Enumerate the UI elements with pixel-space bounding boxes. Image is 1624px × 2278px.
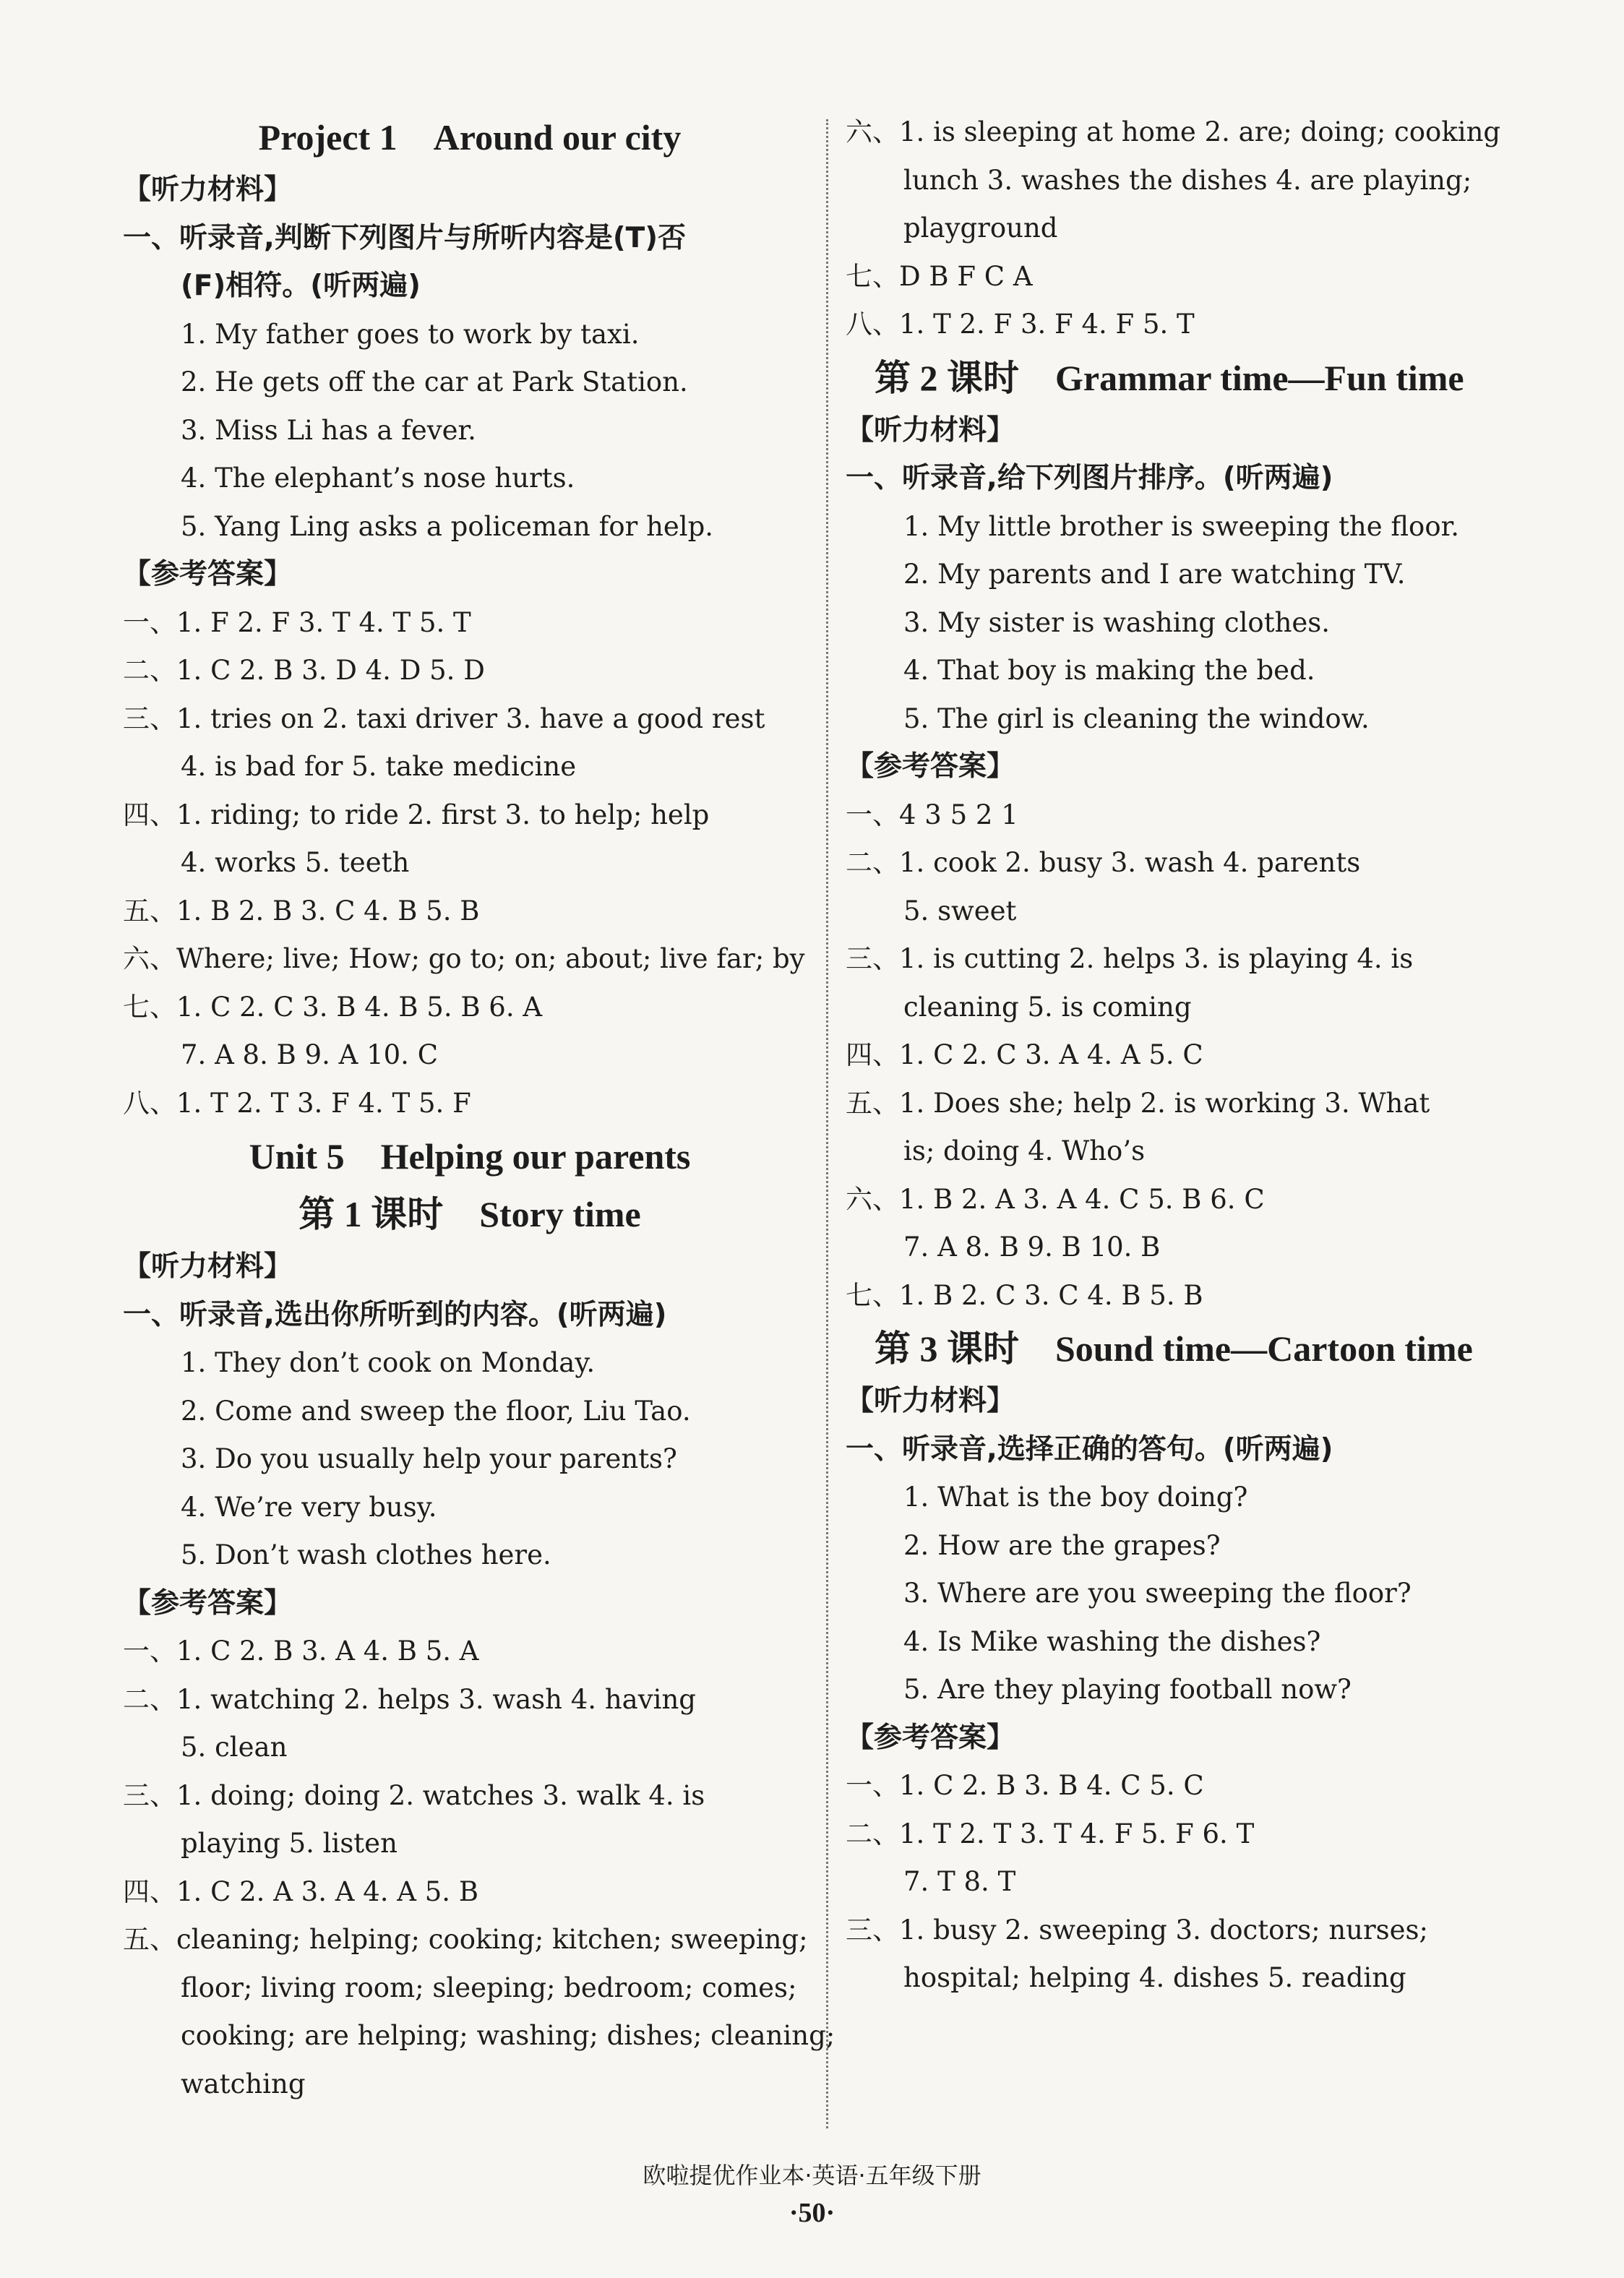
question-instruction: 一、听录音,判断下列图片与所听内容是(T)否	[123, 221, 687, 254]
left-column	[123, 108, 835, 2108]
heading-answers: 【参考答案】	[123, 1586, 293, 1620]
answer-line: 一、1. C 2. B 3. A 4. B 5. A	[123, 1636, 479, 1667]
answer-line: 六、1. B 2. A 3. A 4. C 5. B 6. C	[846, 1183, 1265, 1215]
answer-line: 三、1. is cutting 2. helps 3. is playing 4. is	[846, 943, 1414, 974]
answer-line: 八、1. T 2. F 3. F 4. F 5. T	[846, 309, 1195, 340]
section-title: Project 1 Around our city	[258, 117, 682, 158]
answer-line: is; doing 4. Who’s	[903, 1135, 1146, 1166]
script-line: 4. Is Mike washing the dishes?	[903, 1625, 1321, 1657]
answer-line: 一、4 3 5 2 1	[846, 799, 1018, 830]
answer-line: 四、1. C 2. A 3. A 4. A 5. B	[123, 1875, 479, 1907]
answer-line: 七、1. B 2. C 3. C 4. B 5. B	[846, 1279, 1203, 1311]
answer-line: 二、1. watching 2. helps 3. wash 4. having	[123, 1683, 696, 1715]
heading-listening-material: 【听力材料】	[846, 413, 1015, 447]
answer-line: 7. T 8. T	[903, 1866, 1016, 1897]
answer-line: 5. clean	[181, 1732, 288, 1763]
script-line: 1. My father goes to work by taxi.	[181, 318, 640, 350]
answer-line: 七、D B F C A	[846, 260, 1033, 292]
answer-line: 一、1. C 2. B 3. B 4. C 5. C	[846, 1770, 1204, 1801]
script-line: 1. They don’t cook on Monday.	[181, 1347, 596, 1378]
heading-answers: 【参考答案】	[123, 558, 293, 590]
answer-line: playing 5. listen	[181, 1828, 398, 1859]
answer-line: 二、1. C 2. B 3. D 4. D 5. D	[123, 655, 485, 686]
answer-line: 七、1. C 2. C 3. B 4. B 5. B 6. A	[123, 991, 543, 1023]
answer-line: 三、1. busy 2. sweeping 3. doctors; nurses;	[846, 1914, 1429, 1946]
script-line: 4. The elephant’s nose hurts.	[181, 463, 575, 494]
heading-listening-material: 【听力材料】	[123, 1250, 293, 1283]
answer-line: 二、1. cook 2. busy 3. wash 4. parents	[846, 847, 1361, 878]
script-line: 5. Are they playing football now?	[903, 1674, 1352, 1705]
script-line: 5. Don’t wash clothes here.	[181, 1539, 551, 1570]
script-line: 2. My parents and I are watching TV.	[903, 559, 1406, 590]
answer-line: hospital; helping 4. dishes 5. reading	[903, 1962, 1406, 1993]
column-divider	[826, 119, 828, 2128]
script-line: 1. My little brother is sweeping the floor.	[903, 510, 1459, 542]
page-number: ·50·	[789, 2198, 835, 2228]
question-instruction: 一、听录音,选择正确的答句。(听两遍)	[846, 1432, 1333, 1466]
script-line: 1. What is the boy doing?	[903, 1482, 1248, 1513]
answer-line: 八、1. T 2. T 3. F 4. T 5. F	[123, 1087, 471, 1119]
question-instruction-cont: (F)相符。(听两遍)	[181, 270, 421, 302]
heading-answers: 【参考答案】	[846, 1721, 1015, 1754]
script-line: 4. That boy is making the bed.	[903, 655, 1315, 686]
answer-line: 五、1. Does she; help 2. is working 3. What	[846, 1087, 1430, 1119]
answer-line: floor; living room; sleeping; bedroom; comes;	[181, 1972, 797, 2003]
lesson-title: 第 2 课时 Grammar time—Fun time	[875, 357, 1464, 398]
answer-line: 三、1. tries on 2. taxi driver 3. have a good rest	[123, 702, 765, 734]
answer-line: cooking; are helping; washing; dishes; cleaning;	[181, 2020, 835, 2051]
script-line: 2. Come and sweep the floor, Liu Tao.	[181, 1395, 691, 1427]
footer-book-title: 欧啦提优作业本·英语·五年级下册	[643, 2162, 981, 2189]
answer-line: 二、1. T 2. T 3. T 4. F 5. F 6. T	[846, 1818, 1255, 1849]
heading-listening-material: 【听力材料】	[846, 1385, 1015, 1417]
script-line: 3. My sister is washing clothes.	[903, 606, 1331, 638]
question-instruction: 一、听录音,给下列图片排序。(听两遍)	[846, 462, 1333, 494]
right-column	[846, 108, 1532, 2003]
script-line: 4. We’re very busy.	[181, 1491, 437, 1523]
answer-line: lunch 3. washes the dishes 4. are playing;	[903, 164, 1472, 196]
answer-line: 四、1. riding; to ride 2. first 3. to help; help	[123, 799, 710, 830]
heading-answers: 【参考答案】	[846, 750, 1015, 783]
answer-line: 四、1. C 2. C 3. A 4. A 5. C	[846, 1039, 1203, 1070]
answer-line: 4. is bad for 5. take medicine	[181, 751, 577, 782]
unit-title: Unit 5 Helping our parents	[249, 1136, 691, 1177]
answer-line: 4. works 5. teeth	[181, 847, 410, 878]
answer-line: 三、1. doing; doing 2. watches 3. walk 4. is	[123, 1779, 705, 1811]
answer-line: 五、cleaning; helping; cooking; kitchen; sweeping;	[123, 1924, 808, 1955]
answer-line: 7. A 8. B 9. A 10. C	[181, 1039, 439, 1070]
answer-line: 7. A 8. B 9. B 10. B	[903, 1232, 1161, 1263]
script-line: 2. He gets off the car at Park Station.	[181, 366, 688, 397]
answer-line: 六、Where; live; How; go to; on; about; live far; by	[123, 943, 805, 974]
answer-line: playground	[903, 212, 1058, 244]
answer-line: 五、1. B 2. B 3. C 4. B 5. B	[123, 895, 480, 927]
answer-line: 一、1. F 2. F 3. T 4. T 5. T	[123, 606, 471, 638]
answer-line: watching	[181, 2068, 306, 2099]
heading-listening-material: 【听力材料】	[123, 173, 293, 206]
answer-line: cleaning 5. is coming	[903, 991, 1192, 1023]
lesson-title: 第 1 课时 Story time	[298, 1194, 641, 1234]
script-line: 3. Miss Li has a fever.	[181, 414, 476, 446]
script-line: 5. Yang Ling asks a policeman for help.	[181, 510, 714, 542]
answer-line: 5. sweet	[903, 895, 1017, 927]
question-instruction: 一、听录音,选出你所听到的内容。(听两遍)	[123, 1298, 667, 1331]
script-line: 3. Where are you sweeping the floor?	[903, 1578, 1412, 1609]
lesson-title: 第 3 课时 Sound time—Cartoon time	[875, 1328, 1473, 1369]
answer-line: 六、1. is sleeping at home 2. are; doing; cooking	[846, 116, 1501, 147]
script-line: 5. The girl is cleaning the window.	[903, 702, 1370, 734]
script-line: 2. How are the grapes?	[903, 1529, 1221, 1561]
script-line: 3. Do you usually help your parents?	[181, 1443, 677, 1474]
